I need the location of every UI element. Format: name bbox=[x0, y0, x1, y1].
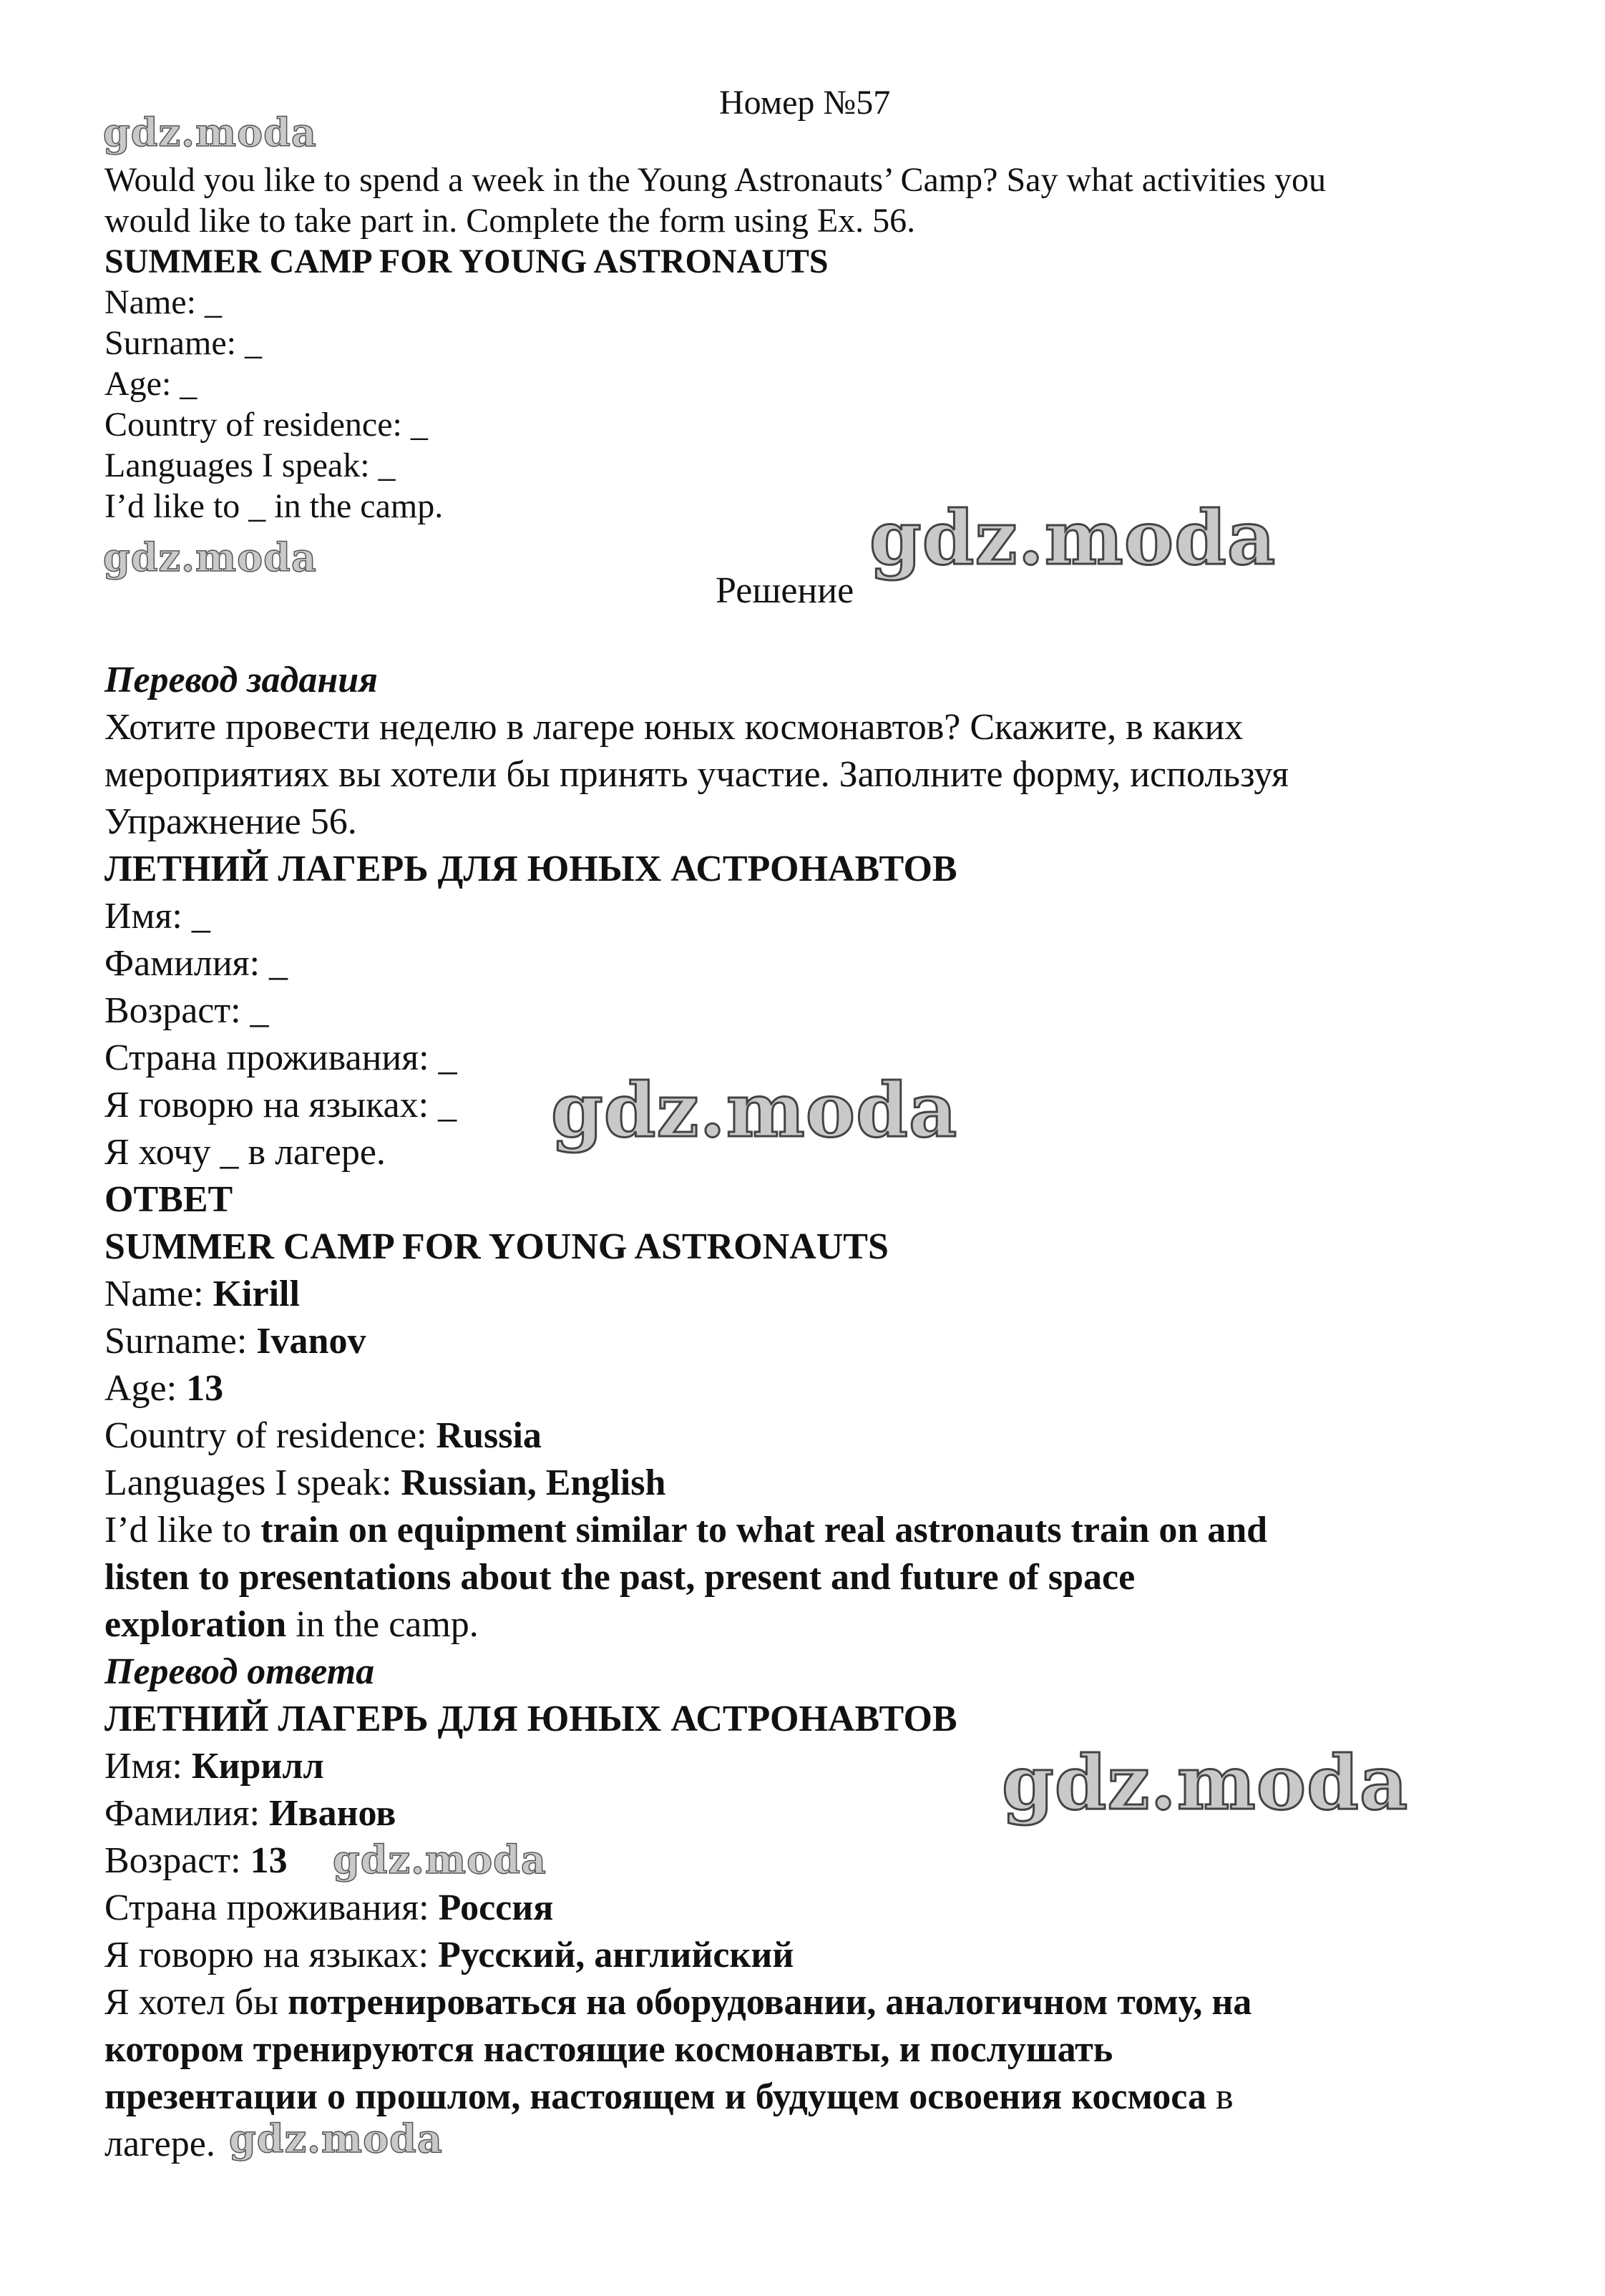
solution-label: Решение bbox=[716, 570, 854, 611]
task-form-title: SUMMER CAMP FOR YOUNG ASTRONAUTS bbox=[104, 243, 829, 280]
watermark-logo: gdz.moda bbox=[869, 494, 1277, 582]
answer-translation-age-row bbox=[104, 1842, 288, 1880]
watermark-logo: gdz.moda bbox=[333, 1837, 547, 1882]
task-translation-line-3: Упражнение 56. bbox=[104, 801, 357, 842]
answer-translation-activity-prefix: Я хотел бы bbox=[104, 1982, 288, 2023]
task-text-line-2: would like to take part in. Complete the form using Ex. 56. bbox=[104, 202, 916, 240]
watermark-logo: gdz.moda bbox=[103, 534, 317, 580]
answer-translation-activity-bold-1: потренироваться на оборудовании, аналогичном тому, на bbox=[288, 1982, 1252, 2023]
answer-heading: ОТВЕТ bbox=[104, 1179, 233, 1220]
answer-activity-bold-3: exploration bbox=[104, 1604, 287, 1645]
answer-translation-activity-suffix: в bbox=[1206, 2076, 1234, 2117]
answer-translation-surname-row bbox=[104, 1795, 396, 1832]
answer-translation-languages-row bbox=[104, 1937, 794, 1974]
answer-name-label: Name: bbox=[104, 1274, 213, 1314]
answer-languages-label: Languages I speak: bbox=[104, 1462, 401, 1503]
answer-languages-value: Russian, English bbox=[401, 1462, 666, 1503]
answer-languages-row bbox=[104, 1462, 666, 1503]
watermark-logo: gdz.moda bbox=[229, 2116, 443, 2161]
answer-translation-languages-label: Я говорю на языках: bbox=[104, 1935, 439, 1975]
answer-translation-activity-line-4: лагере. bbox=[104, 2124, 215, 2164]
answer-translation-activity-line-3 bbox=[104, 2078, 1234, 2116]
task-translation-field-activity: Я хочу _ в лагере. bbox=[104, 1132, 386, 1173]
task-translation-line-2: мероприятиях вы хотели бы принять участие. Заполните форму, используя bbox=[104, 754, 1289, 795]
answer-translation-surname-label: Фамилия: bbox=[104, 1793, 270, 1834]
task-translation-field-surname: Фамилия: _ bbox=[104, 943, 288, 984]
watermark-logo: gdz.moda bbox=[551, 1066, 958, 1154]
answer-translation-name-value: Кирилл bbox=[191, 1746, 324, 1787]
answer-translation-heading: Перевод ответа bbox=[104, 1651, 375, 1692]
answer-translation-activity-line-2 bbox=[104, 2031, 1113, 2068]
answer-translation-country-label: Страна проживания: bbox=[104, 1887, 439, 1928]
answer-activity-bold-2: listen to presentations about the past, present and future of space bbox=[104, 1557, 1136, 1598]
answer-activity-line-3 bbox=[104, 1606, 479, 1643]
answer-country-row bbox=[104, 1417, 542, 1455]
task-translation-form-title: ЛЕТНИЙ ЛАГЕРЬ ДЛЯ ЮНЫХ АСТРОНАВТОВ bbox=[104, 849, 957, 889]
task-field-languages: Languages I speak: _ bbox=[104, 446, 396, 484]
task-field-surname: Surname: _ bbox=[104, 324, 262, 362]
answer-translation-activity-bold-2: котором тренируются настоящие космонавты, и послушать bbox=[104, 2029, 1113, 2070]
answer-country-label: Country of residence: bbox=[104, 1415, 436, 1456]
answer-age-label: Age: bbox=[104, 1368, 187, 1409]
answer-surname-value: Ivanov bbox=[256, 1321, 366, 1362]
answer-translation-country-row bbox=[104, 1887, 554, 1928]
answer-translation-languages-value: Русский, английский bbox=[438, 1935, 794, 1975]
answer-translation-name-label: Имя: bbox=[104, 1746, 192, 1787]
task-field-name: Name: _ bbox=[104, 283, 222, 321]
task-field-country: Country of residence: _ bbox=[104, 406, 428, 444]
task-translation-field-languages: Я говорю на языках: _ bbox=[104, 1085, 457, 1125]
answer-age-value: 13 bbox=[186, 1368, 224, 1409]
answer-name-value: Kirill bbox=[213, 1274, 300, 1314]
answer-surname-label: Surname: bbox=[104, 1321, 257, 1362]
watermark-logo: gdz.moda bbox=[103, 109, 317, 155]
task-field-age: Age: _ bbox=[104, 365, 197, 403]
task-translation-heading: Перевод задания bbox=[104, 660, 378, 700]
task-translation-field-name: Имя: _ bbox=[104, 896, 210, 937]
task-translation-field-country: Страна проживания: _ bbox=[104, 1037, 457, 1078]
answer-translation-name-row bbox=[104, 1748, 324, 1785]
task-translation-field-age: Возраст: _ bbox=[104, 990, 269, 1031]
task-field-activity: I’d like to _ in the camp. bbox=[104, 487, 444, 525]
answer-translation-surname-value: Иванов bbox=[269, 1793, 396, 1834]
answer-name-row bbox=[104, 1276, 300, 1313]
answer-translation-age-value: 13 bbox=[250, 1840, 288, 1881]
page-number-title: Номер №57 bbox=[719, 84, 891, 122]
answer-activity-suffix: in the camp. bbox=[286, 1604, 479, 1645]
answer-activity-line-2 bbox=[104, 1559, 1135, 1596]
answer-country-value: Russia bbox=[436, 1415, 542, 1456]
task-text-line-1: Would you like to spend a week in the Young Astronauts’ Camp? Say what activities you bbox=[104, 161, 1327, 199]
answer-translation-activity-line-1 bbox=[104, 1984, 1252, 2021]
answer-surname-row bbox=[104, 1323, 366, 1360]
task-translation-line-1: Хотите провести неделю в лагере юных космонавтов? Скажите, в каких bbox=[104, 707, 1244, 748]
answer-activity-prefix: I’d like to bbox=[104, 1510, 261, 1550]
watermark-logo: gdz.moda bbox=[1002, 1739, 1409, 1827]
answer-age-row bbox=[104, 1370, 223, 1407]
answer-translation-country-value: Россия bbox=[438, 1887, 554, 1928]
answer-translation-age-label: Возраст: bbox=[104, 1840, 250, 1881]
answer-translation-form-title: ЛЕТНИЙ ЛАГЕРЬ ДЛЯ ЮНЫХ АСТРОНАВТОВ bbox=[104, 1699, 957, 1739]
answer-activity-bold-1: train on equipment similar to what real astronauts train on and bbox=[260, 1510, 1268, 1550]
answer-form-title: SUMMER CAMP FOR YOUNG ASTRONAUTS bbox=[104, 1226, 889, 1267]
answer-translation-activity-bold-3: презентации о прошлом, настоящем и будущем освоения космоса bbox=[104, 2076, 1206, 2117]
answer-activity-line-1 bbox=[104, 1512, 1267, 1549]
